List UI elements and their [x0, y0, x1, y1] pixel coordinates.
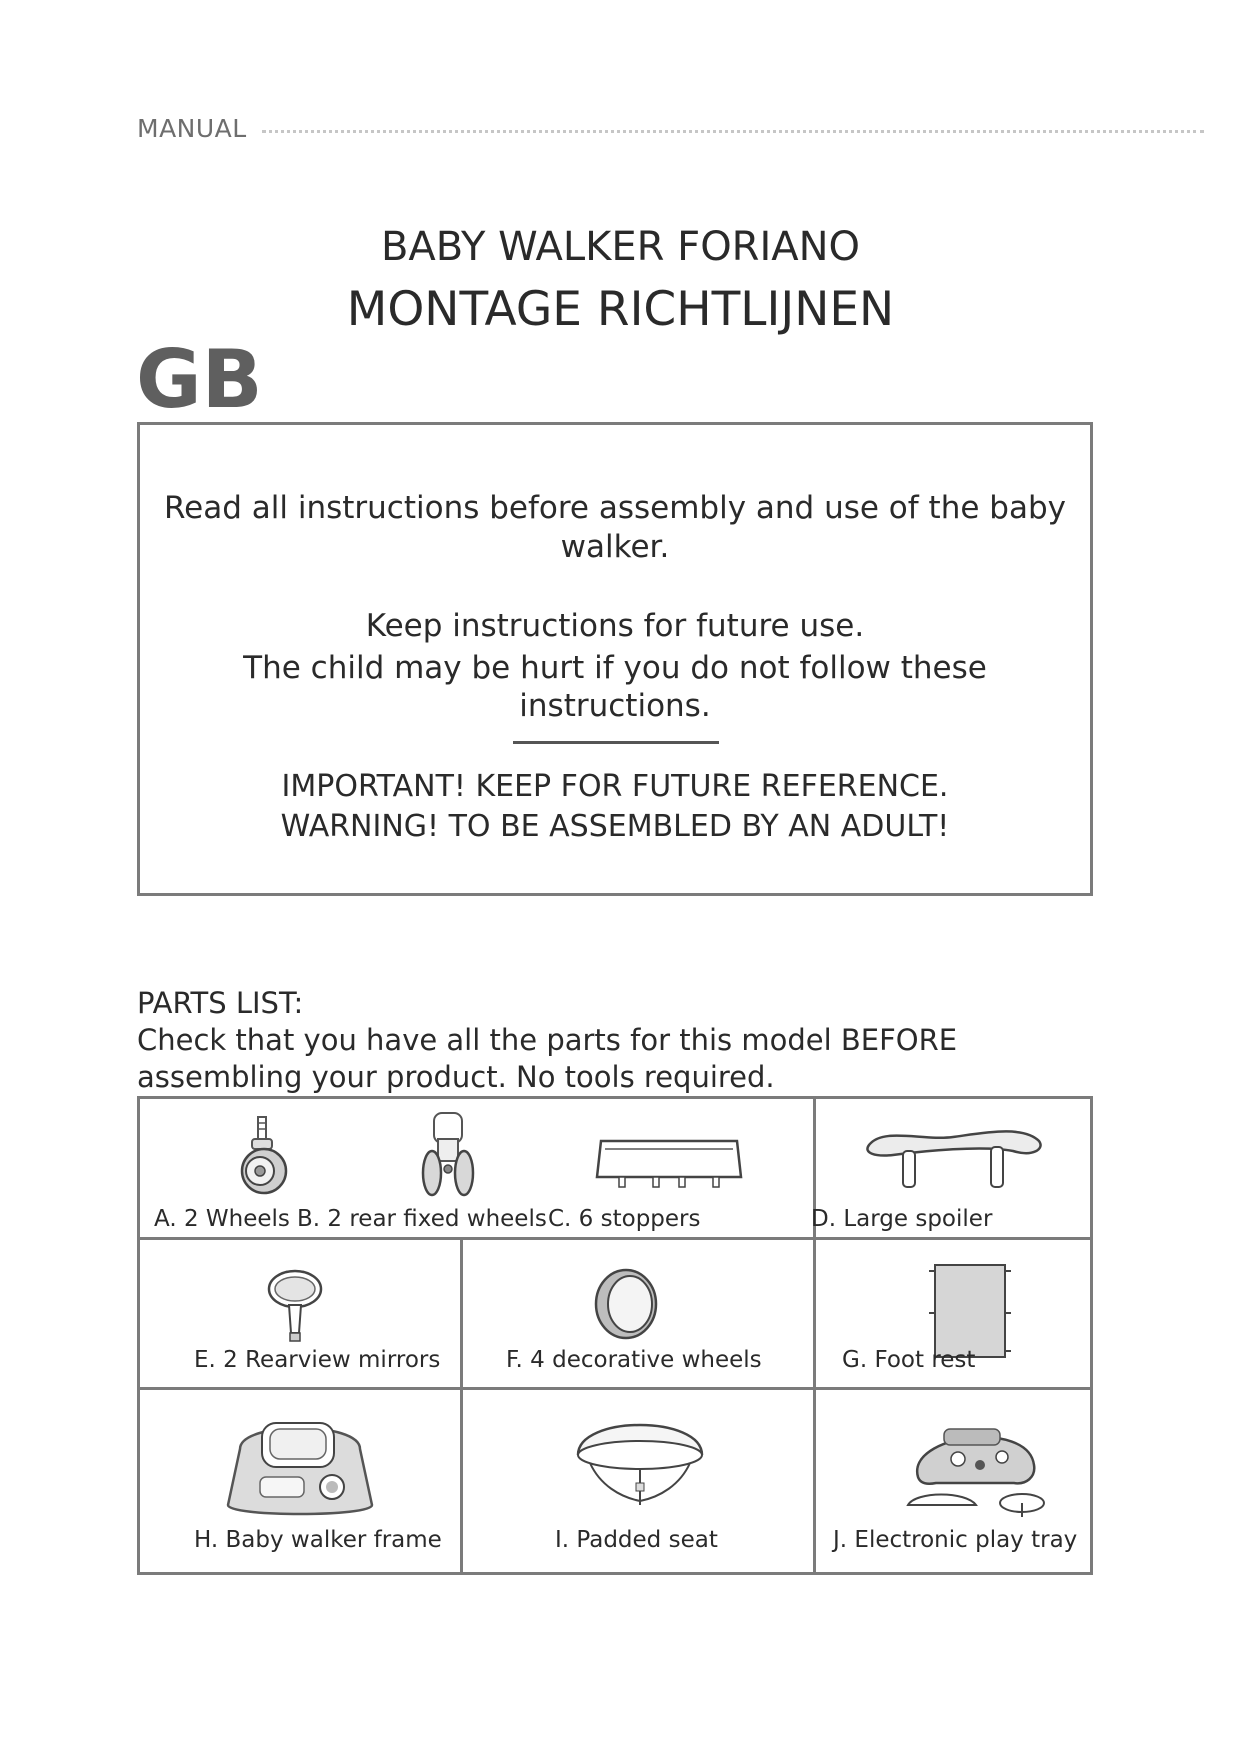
notice-divider — [513, 741, 719, 744]
table-col-divider — [813, 1099, 816, 1572]
notice-important: IMPORTANT! KEEP FOR FUTURE REFERENCE. — [281, 769, 949, 804]
swivel-wheel-icon — [234, 1115, 296, 1197]
rearview-mirror-icon — [265, 1267, 329, 1345]
parts-intro: Check that you have all the parts for this model BEFORE assembling your product. No tools required. — [137, 1023, 958, 1094]
header-label: MANUAL — [137, 114, 247, 143]
notice-read-line1: Read all instructions before assembly and use of the baby — [164, 490, 1066, 526]
language-code: GB — [136, 333, 263, 426]
part-label-e: E. 2 Rearview mirrors — [194, 1347, 441, 1373]
padded-seat-icon — [570, 1405, 710, 1515]
header-dotted-rule — [262, 130, 1204, 133]
part-label-b: B. 2 rear fixed wheels — [297, 1206, 547, 1232]
part-label-i: I. Padded seat — [555, 1527, 718, 1553]
product-title: BABY WALKER FORIANO — [380, 224, 861, 270]
foot-rest-icon — [925, 1261, 1015, 1361]
notice-keep: Keep instructions for future use. — [365, 608, 865, 644]
notice-hurt-line1: The child may be hurt if you do not follow these — [243, 650, 987, 686]
part-label-f: F. 4 decorative wheels — [506, 1347, 762, 1373]
parts-table — [137, 1096, 1093, 1575]
stopper-bar-icon — [595, 1127, 743, 1191]
part-label-a: A. 2 Wheels — [154, 1206, 290, 1232]
notice-warning: WARNING! TO BE ASSEMBLED BY AN ADULT! — [280, 809, 950, 844]
fixed-wheel-icon — [420, 1111, 476, 1199]
table-row-divider — [140, 1237, 1090, 1240]
manual-title: MONTAGE RICHTLIJNEN — [346, 282, 895, 337]
spoiler-icon — [863, 1121, 1045, 1193]
table-col-divider — [460, 1239, 463, 1572]
parts-heading: PARTS LIST: — [137, 986, 304, 1020]
play-tray-icon — [896, 1415, 1056, 1519]
table-row-divider — [140, 1387, 1090, 1390]
part-label-c: C. 6 stoppers — [548, 1206, 701, 1232]
part-label-g: G. Foot rest — [842, 1347, 976, 1373]
notice-hurt-line2: instructions. — [519, 688, 711, 724]
part-label-d: D. Large spoiler — [811, 1206, 993, 1232]
part-label-j: J. Electronic play tray — [833, 1527, 1078, 1553]
notice-box — [137, 422, 1093, 896]
decorative-wheel-icon — [590, 1267, 660, 1341]
notice-read-line2: walker. — [560, 529, 670, 565]
walker-frame-icon — [220, 1409, 380, 1521]
part-label-h: H. Baby walker frame — [194, 1527, 442, 1553]
